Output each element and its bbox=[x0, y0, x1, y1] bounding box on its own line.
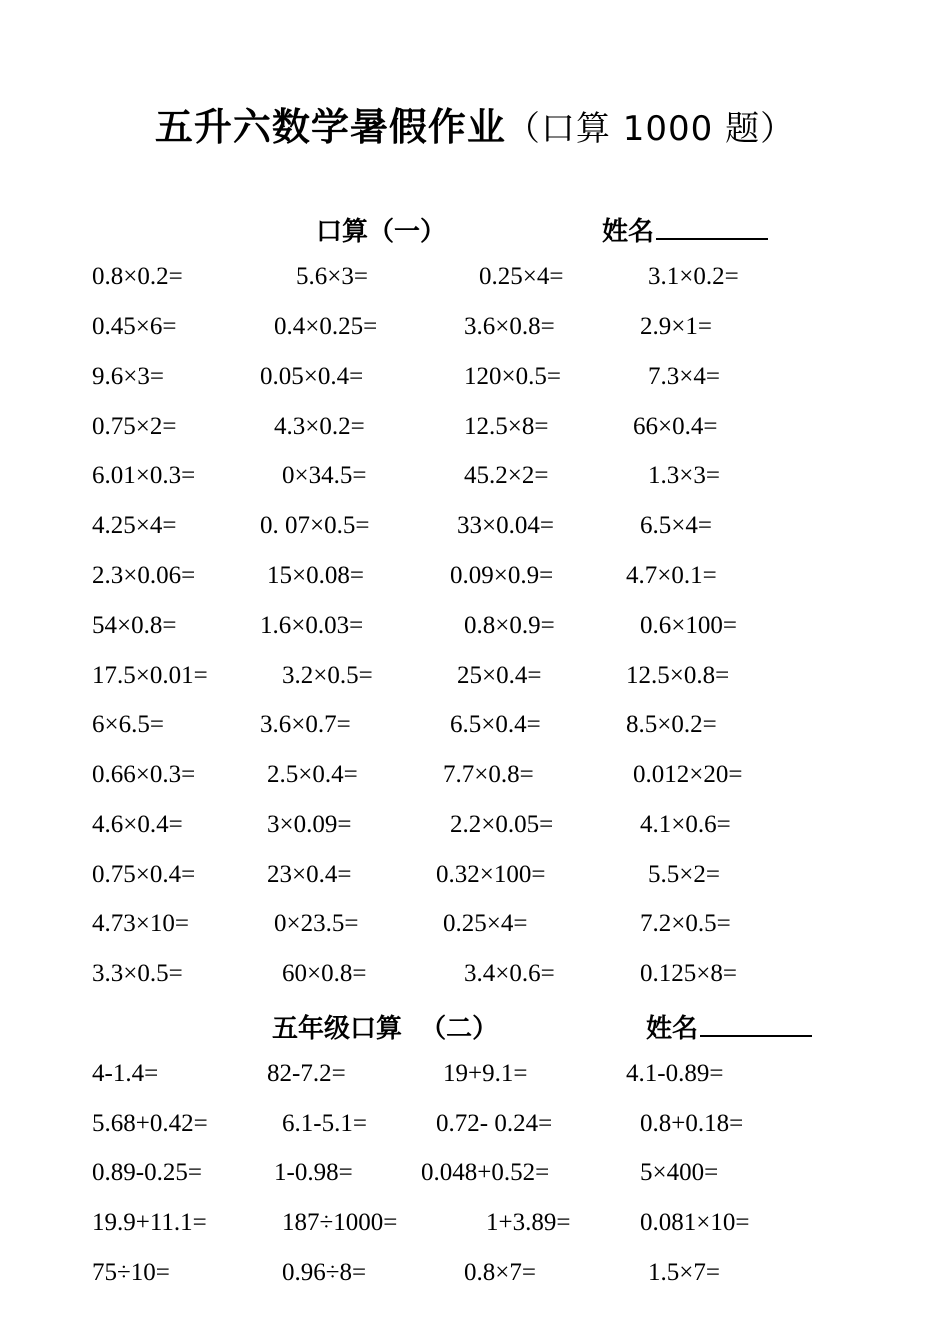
problem-s1-r5-c3: 45.2×2= bbox=[464, 462, 549, 489]
problem-s1-r15-c1: 3.3×0.5= bbox=[92, 960, 183, 987]
problem-s2-r1-c2: 82-7.2= bbox=[267, 1060, 346, 1087]
problem-s1-r15-c4: 0.125×8= bbox=[640, 960, 737, 987]
problem-s1-r10-c1: 6×6.5= bbox=[92, 711, 164, 738]
problem-s1-r1-c3: 0.25×4= bbox=[479, 263, 564, 290]
problem-s1-r9-c1: 17.5×0.01= bbox=[92, 662, 208, 689]
problem-s1-r11-c1: 0.66×0.3= bbox=[92, 761, 196, 788]
problem-s2-r4-c2: 187÷1000= bbox=[282, 1209, 398, 1236]
section-2-name-field bbox=[646, 1008, 812, 1045]
problem-s1-r4-c2: 4.3×0.2= bbox=[274, 413, 365, 440]
name-blank-line bbox=[700, 1013, 812, 1037]
problem-s1-r13-c3: 0.32×100= bbox=[436, 861, 546, 888]
problem-s2-r2-c4: 0.8+0.18= bbox=[640, 1110, 744, 1137]
problem-s1-r5-c2: 0×34.5= bbox=[282, 462, 367, 489]
problem-s1-r6-c4: 6.5×4= bbox=[640, 512, 712, 539]
problem-s2-r1-c1: 4-1.4= bbox=[92, 1060, 159, 1087]
problem-s1-r2-c3: 3.6×0.8= bbox=[464, 313, 555, 340]
problem-s1-r14-c1: 4.73×10= bbox=[92, 910, 189, 937]
problem-s2-r5-c1: 75÷10= bbox=[92, 1259, 170, 1286]
problem-s1-r1-c2: 5.6×3= bbox=[296, 263, 368, 290]
problem-s1-r11-c2: 2.5×0.4= bbox=[267, 761, 358, 788]
problem-s1-r3-c4: 7.3×4= bbox=[648, 363, 720, 390]
problem-s1-r6-c1: 4.25×4= bbox=[92, 512, 177, 539]
problem-s2-r3-c4: 5×400= bbox=[640, 1159, 719, 1186]
problem-s1-r8-c1: 54×0.8= bbox=[92, 612, 177, 639]
problem-s1-r10-c2: 3.6×0.7= bbox=[260, 711, 351, 738]
problem-s1-r5-c4: 1.3×3= bbox=[648, 462, 720, 489]
problem-s1-r12-c3: 2.2×0.05= bbox=[450, 811, 554, 838]
problem-s1-r6-c2: 0. 07×0.5= bbox=[260, 512, 370, 539]
problem-s1-r4-c1: 0.75×2= bbox=[92, 413, 177, 440]
problem-s1-r12-c4: 4.1×0.6= bbox=[640, 811, 731, 838]
name-blank-line bbox=[656, 216, 768, 240]
problem-s1-r3-c2: 0.05×0.4= bbox=[260, 363, 364, 390]
problem-s1-r4-c3: 12.5×8= bbox=[464, 413, 549, 440]
page-title bbox=[0, 96, 950, 151]
problem-s1-r10-c4: 8.5×0.2= bbox=[626, 711, 717, 738]
problem-s1-r5-c1: 6.01×0.3= bbox=[92, 462, 196, 489]
problem-s1-r3-c1: 9.6×3= bbox=[92, 363, 164, 390]
problem-s1-r14-c2: 0×23.5= bbox=[274, 910, 359, 937]
problem-s1-r7-c1: 2.3×0.06= bbox=[92, 562, 196, 589]
problem-s2-r1-c4: 4.1-0.89= bbox=[626, 1060, 724, 1087]
problem-s1-r2-c1: 0.45×6= bbox=[92, 313, 177, 340]
problem-s2-r5-c3: 0.8×7= bbox=[464, 1259, 536, 1286]
problem-s1-r10-c3: 6.5×0.4= bbox=[450, 711, 541, 738]
problem-s1-r8-c2: 1.6×0.03= bbox=[260, 612, 364, 639]
title-sub: （口算 1000 题） bbox=[505, 109, 796, 149]
problem-s1-r12-c1: 4.6×0.4= bbox=[92, 811, 183, 838]
problem-s1-r2-c2: 0.4×0.25= bbox=[274, 313, 378, 340]
problem-s1-r13-c4: 5.5×2= bbox=[648, 861, 720, 888]
name-label: 姓名 bbox=[602, 217, 655, 247]
problem-s1-r8-c3: 0.8×0.9= bbox=[464, 612, 555, 639]
problem-s1-r15-c3: 3.4×0.6= bbox=[464, 960, 555, 987]
problem-s2-r3-c2: 1-0.98= bbox=[274, 1159, 353, 1186]
problem-s1-r4-c4: 66×0.4= bbox=[633, 413, 718, 440]
problem-s1-r11-c4: 0.012×20= bbox=[633, 761, 743, 788]
problem-s1-r9-c4: 12.5×0.8= bbox=[626, 662, 730, 689]
problem-s2-r2-c3: 0.72- 0.24= bbox=[436, 1110, 553, 1137]
problem-s2-r3-c1: 0.89-0.25= bbox=[92, 1159, 202, 1186]
problem-s2-r5-c4: 1.5×7= bbox=[648, 1259, 720, 1286]
problem-s2-r2-c2: 6.1-5.1= bbox=[282, 1110, 367, 1137]
problem-s1-r15-c2: 60×0.8= bbox=[282, 960, 367, 987]
problem-s1-r9-c2: 3.2×0.5= bbox=[282, 662, 373, 689]
problem-s1-r7-c4: 4.7×0.1= bbox=[626, 562, 717, 589]
problem-s2-r1-c3: 19+9.1= bbox=[443, 1060, 528, 1087]
problem-s1-r6-c3: 33×0.04= bbox=[457, 512, 554, 539]
problem-s1-r13-c1: 0.75×0.4= bbox=[92, 861, 196, 888]
problem-s1-r12-c2: 3×0.09= bbox=[267, 811, 352, 838]
name-label: 姓名 bbox=[646, 1014, 699, 1044]
problem-s1-r7-c2: 15×0.08= bbox=[267, 562, 364, 589]
problem-s1-r8-c4: 0.6×100= bbox=[640, 612, 737, 639]
section-1-name-field bbox=[602, 211, 768, 248]
title-main: 五升六数学暑假作业 bbox=[154, 105, 506, 149]
problem-s1-r14-c4: 7.2×0.5= bbox=[640, 910, 731, 937]
problem-s2-r4-c3: 1+3.89= bbox=[486, 1209, 571, 1236]
problem-s2-r2-c1: 5.68+0.42= bbox=[92, 1110, 208, 1137]
section-1-heading: 口算（一） bbox=[316, 217, 447, 247]
problem-s2-r5-c2: 0.96÷8= bbox=[282, 1259, 367, 1286]
problem-s1-r1-c1: 0.8×0.2= bbox=[92, 263, 183, 290]
problem-s2-r4-c1: 19.9+11.1= bbox=[92, 1209, 207, 1236]
problem-s1-r7-c3: 0.09×0.9= bbox=[450, 562, 554, 589]
problem-s1-r14-c3: 0.25×4= bbox=[443, 910, 528, 937]
problem-s1-r1-c4: 3.1×0.2= bbox=[648, 263, 739, 290]
problem-s1-r3-c3: 120×0.5= bbox=[464, 363, 561, 390]
problem-s1-r2-c4: 2.9×1= bbox=[640, 313, 712, 340]
problem-s1-r13-c2: 23×0.4= bbox=[267, 861, 352, 888]
section-2-heading: 五年级口算 （二） bbox=[272, 1014, 499, 1044]
problem-s2-r3-c3: 0.048+0.52= bbox=[421, 1159, 550, 1186]
problem-s2-r4-c4: 0.081×10= bbox=[640, 1209, 750, 1236]
problem-s1-r11-c3: 7.7×0.8= bbox=[443, 761, 534, 788]
problem-s1-r9-c3: 25×0.4= bbox=[457, 662, 542, 689]
